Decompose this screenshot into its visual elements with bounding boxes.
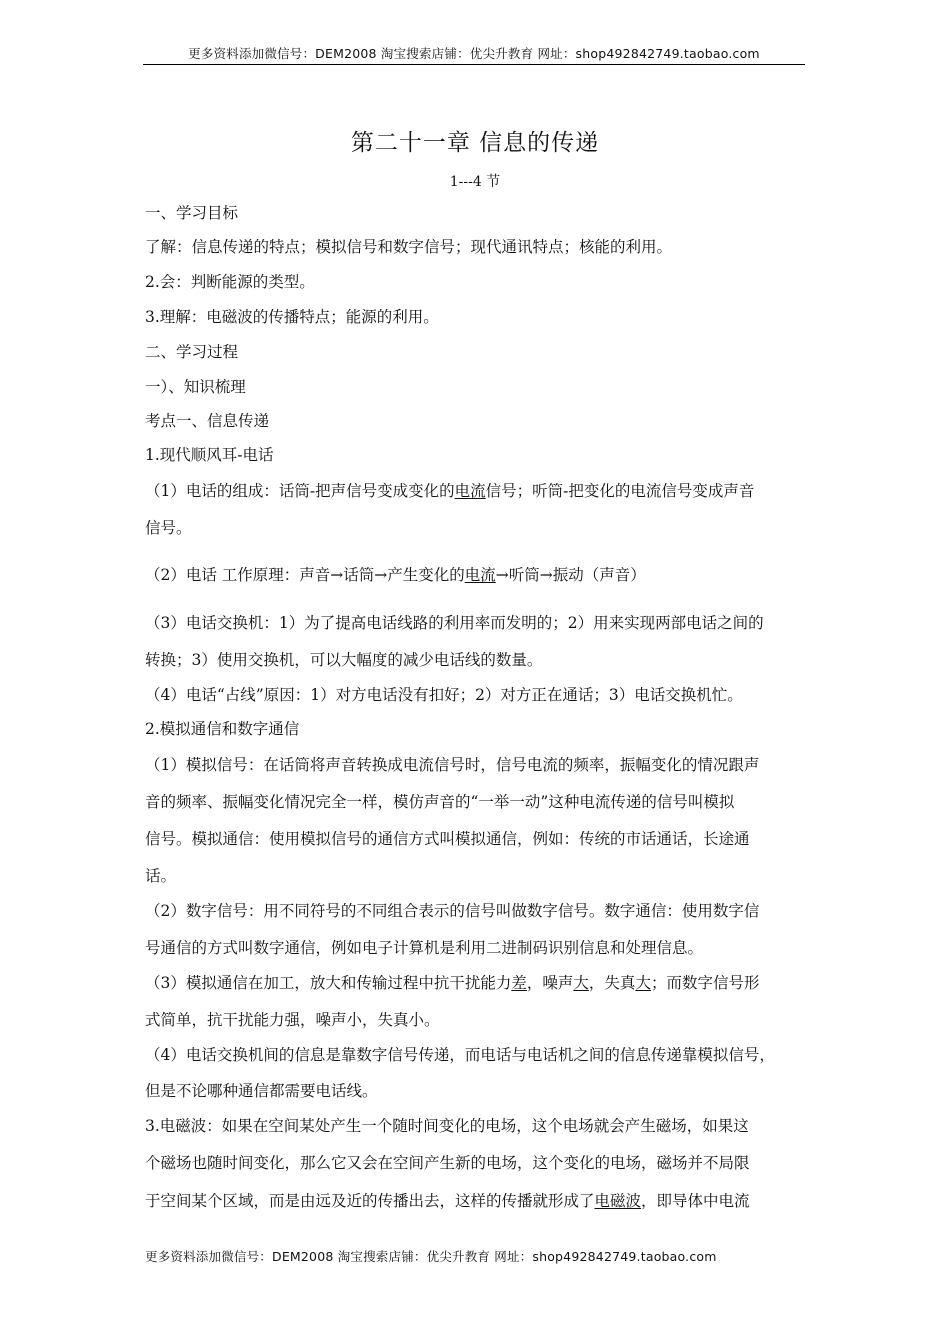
text-segment: 于空间某个区域，而是由远及近的传播出去，这样的传播就形成了 <box>145 1192 595 1210</box>
text-segment: 信号；听筒-把变化的电流信号变成声音 <box>485 482 755 500</box>
underlined-term: 电流 <box>454 482 486 500</box>
text-segment: （2）电话 工作原理：声音→话筒→产生变化的 <box>145 566 465 584</box>
paragraph-line: （2）数字信号：用不同符号的不同组合表示的信号叫做数字信号。数字通信：使用数字信 <box>145 902 760 920</box>
paragraph-line: 个磁场也随时间变化，那么它又会在空间产生新的电场，这个变化的电场，磁场并不局限 <box>145 1154 750 1172</box>
text-segment: （3）模拟通信在加工，放大和传输过程中抗干扰能力 <box>145 974 512 992</box>
paragraph-line: 2.会：判断能源的类型。 <box>145 273 315 291</box>
item-heading: 1.现代顺风耳-电话 <box>145 446 274 464</box>
paragraph-line: （4）电话交换机间的信息是靠数字信号传递，而电话与电话机之间的信息传递靠模拟信号， <box>145 1046 775 1064</box>
paragraph-line <box>145 971 759 993</box>
subsection-heading: 一）、知识梳理 <box>145 378 246 396</box>
topic-heading: 考点一、信息传递 <box>145 412 270 430</box>
paragraph-line <box>145 479 754 501</box>
paragraph-line <box>145 1189 750 1211</box>
page-footer: 更多资料添加微信号：DEM2008 淘宝搜索店铺：优尖升教育 网址：shop492842749.taobao.com <box>145 1249 717 1264</box>
underlined-term: 电流 <box>464 566 496 584</box>
paragraph-line: 转换；3）使用交换机，可以大幅度的减少电话线的数量。 <box>145 651 543 669</box>
text-segment: （1）电话的组成：话筒-把声信号变成变化的 <box>145 482 455 500</box>
underlined-term: 差 <box>511 974 527 992</box>
paragraph-line: 了解：信息传递的特点；模拟信号和数字信号；现代通讯特点；核能的利用。 <box>145 238 673 256</box>
underlined-term: 大 <box>635 974 651 992</box>
item-heading: 3.电磁波：如果在空间某处产生一个随时间变化的电场，这个电场就会产生磁场，如果这 <box>145 1117 749 1135</box>
paragraph-line: 式简单，抗干扰能力强，噪声小，失真小。 <box>145 1011 440 1029</box>
paragraph-line: （4）电话“占线”原因：1）对方电话没有扣好；2）对方正在通话；3）电话交换机忙。 <box>145 686 743 704</box>
item-heading: 2.模拟通信和数字通信 <box>145 720 300 738</box>
chapter-title: 第二十一章 信息的传递 <box>350 130 600 156</box>
paragraph-line: （1）模拟信号：在话筒将声音转换成电流信号时，信号电流的频率，振幅变化的情况跟声 <box>145 756 760 774</box>
header-rule <box>143 64 805 65</box>
text-segment: ，失真 <box>588 974 636 992</box>
text-segment: →听筒→振动（声音） <box>495 566 646 584</box>
text-segment: ，噪声 <box>526 974 574 992</box>
paragraph-line: 话。 <box>145 867 177 885</box>
paragraph-line: 号通信的方式叫数字通信，例如电子计算机是利用二进制码识别信息和处理信息。 <box>145 939 704 957</box>
paragraph-line: 音的频率、振幅变化情况完全一样，模仿声音的“一举一动”这种电流传递的信号叫模拟 <box>145 793 735 811</box>
underlined-term: 大 <box>573 974 589 992</box>
page-header: 更多资料添加微信号：DEM2008 淘宝搜索店铺：优尖升教育 网址：shop492842749.taobao.com <box>188 46 760 61</box>
paragraph-line: 3.理解：电磁波的传播特点；能源的利用。 <box>145 308 439 326</box>
text-segment: ，即导体中电流 <box>641 1192 750 1210</box>
section-heading: 一、学习目标 <box>145 204 239 222</box>
paragraph-line: 信号。 <box>145 519 192 537</box>
section-heading: 二、学习过程 <box>145 343 239 361</box>
text-segment: ；而数字信号形 <box>650 974 760 992</box>
chapter-subtitle: 1---4 节 <box>449 174 501 190</box>
paragraph-line: （3）电话交换机：1）为了提高电话线路的利用率而发明的；2）用来实现两部电话之间的 <box>145 614 764 632</box>
paragraph-line <box>145 563 646 585</box>
underlined-term: 电磁波 <box>594 1192 642 1210</box>
paragraph-line: 但是不论哪种通信都需要电话线。 <box>145 1082 378 1100</box>
paragraph-line: 信号。模拟通信：使用模拟信号的通信方式叫模拟通信，例如：传统的市话通话，长途通 <box>145 830 750 848</box>
